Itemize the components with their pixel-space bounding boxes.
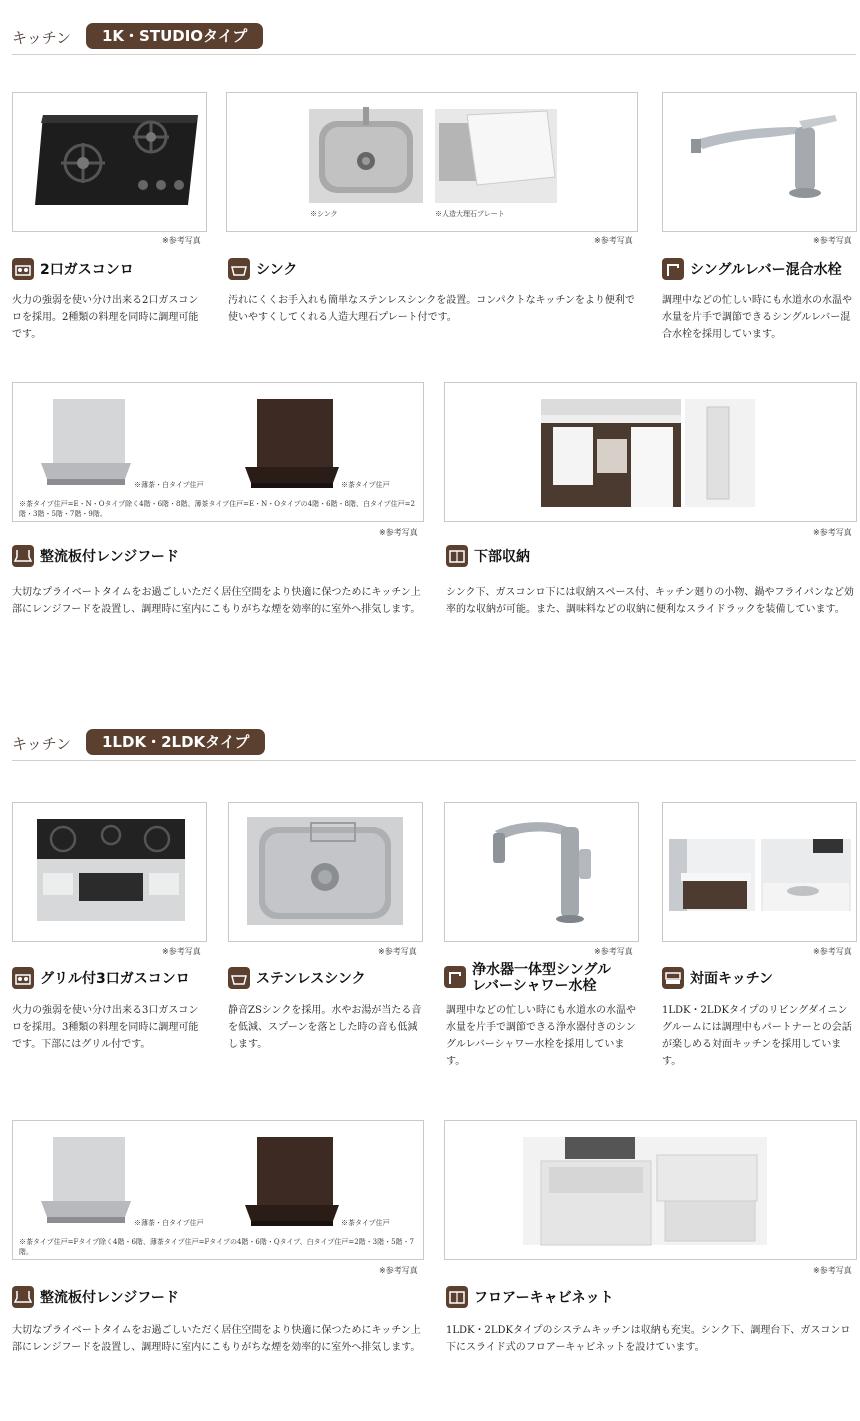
caption-light-brown-white-units: ※薄茶・白タイプ住戸 <box>134 481 204 489</box>
reference-photo-note: ※参考写真 <box>379 1266 418 1275</box>
photo-counter-kitchen <box>662 802 857 942</box>
caption-brown-units: ※茶タイプ住戸 <box>341 481 390 489</box>
feature-desc-range-hood-2: 大切なプライベートタイムをお過ごしいただく居住空間をより快適に保つためにキッチン上部にレンジフードを設置し、調理時に室内にこもりがちな煙を効率的に室外へ排気します。 <box>12 1325 421 1353</box>
photo-2burner-stove <box>12 92 207 232</box>
range-hood-unit-note: ※茶タイプ住戸=Fタイプ除く4階・6階、薄茶タイプ住戸=Fタイプの4階・6階・Qタイプ、白タイプ住戸=2階・3階・5階・7階。 <box>19 1238 415 1256</box>
feature-title-range-hood <box>12 545 179 567</box>
feature-title-text: 2口ガスコンロ <box>40 262 134 278</box>
feature-desc-single-lever-faucet: 調理中などの忙しい時にも水道水の水温や水量を片手で調節できるシングルレバー混合水栓を採用しています。 <box>662 295 852 340</box>
reference-photo-note: ※参考写真 <box>594 236 633 245</box>
feature-title-water-purifier-faucet <box>444 962 634 994</box>
photo-single-lever-faucet <box>662 92 857 232</box>
storage-icon <box>446 1286 468 1308</box>
feature-title-text: シンク <box>256 262 298 278</box>
section-kicker: キッチン <box>12 735 71 753</box>
section-divider <box>12 54 856 55</box>
feature-desc-stainless-sink: 静音ZSシンクを採用。水やお湯が当たる音を低減、スプーンを落とした時の音も低減します。 <box>228 1005 422 1050</box>
faucet-icon <box>662 258 684 280</box>
feature-title-line2: レバーシャワー水栓 <box>472 978 597 994</box>
feature-desc-under-storage: シンク下、ガスコンロ下には収納スペース付、キッチン廻りの小物、鍋やフライパンなど効率的な収納が可能。また、調味料などの収納に便利なスライドラックを装備しています。 <box>446 587 854 615</box>
feature-desc-counter-kitchen: 1LDK・2LDKタイプのリビングダイニングルームには調理中もパートナーとの会話が楽しめる対面キッチンを採用しています。 <box>662 1005 852 1067</box>
feature-desc-sink: 汚れにくくお手入れも簡単なステンレスシンクを設置。コンパクトなキッチンをより便利で使いやすくしてくれる人造大理石プレート付です。 <box>228 295 635 323</box>
section-header-1k <box>0 22 860 62</box>
feature-title-range-hood-2 <box>12 1286 179 1308</box>
feature-title-under-storage <box>446 545 530 567</box>
reference-photo-note: ※参考写真 <box>162 236 201 245</box>
feature-desc-3burner-stove: 火力の強弱を使い分け出来る3口ガスコンロを採用。3種類の料理を同時に調理可能です。下部にはグリル付です。 <box>12 1005 199 1050</box>
stove-icon <box>12 967 34 989</box>
feature-title-text: フロアーキャビネット <box>474 1290 614 1306</box>
section-header-1ldk-2ldk <box>0 728 860 768</box>
reference-photo-note: ※参考写真 <box>813 1266 852 1275</box>
feature-title-sink <box>228 258 297 280</box>
hood-icon <box>12 545 34 567</box>
photo-range-hoods-2 <box>12 1120 424 1260</box>
photo-3burner-stove-grill <box>12 802 207 942</box>
feature-title-3burner-stove <box>12 967 190 989</box>
photo-under-storage <box>444 382 857 522</box>
reference-photo-note: ※参考写真 <box>162 947 201 956</box>
feature-title-single-lever-faucet <box>662 258 842 280</box>
photo-range-hoods <box>12 382 424 522</box>
feature-title-stainless-sink <box>228 967 366 989</box>
feature-title-text: グリル付3口ガスコンロ <box>40 971 190 987</box>
faucet-icon <box>444 966 466 988</box>
feature-title-counter-kitchen <box>662 967 773 989</box>
feature-title-text: 対面キッチン <box>690 971 774 987</box>
caption-brown-units: ※茶タイプ住戸 <box>341 1219 390 1227</box>
reference-photo-note: ※参考写真 <box>813 528 852 537</box>
caption-sink: ※シンク <box>310 210 338 218</box>
photo-floor-cabinet <box>444 1120 857 1260</box>
feature-title-text: 整流板付レンジフード <box>40 549 179 565</box>
reference-photo-note: ※参考写真 <box>378 947 417 956</box>
hood-icon <box>12 1286 34 1308</box>
sink-icon <box>228 967 250 989</box>
sink-icon <box>228 258 250 280</box>
reference-photo-note: ※参考写真 <box>379 528 418 537</box>
reference-photo-note: ※参考写真 <box>813 947 852 956</box>
reference-photo-note: ※参考写真 <box>594 947 633 956</box>
photo-water-purifier-faucet <box>444 802 639 942</box>
feature-title-text: 下部収納 <box>474 549 530 565</box>
feature-title-text <box>472 962 611 994</box>
section-kicker: キッチン <box>12 29 71 47</box>
feature-title-text: 整流板付レンジフード <box>40 1290 179 1306</box>
section-type-badge: 1K・STUDIOタイプ <box>86 23 263 49</box>
feature-title-2burner-stove <box>12 258 134 280</box>
feature-desc-water-purifier-faucet: 調理中などの忙しい時にも水道水の水温や水量を片手で調節できる浄水器付きのシングルレバーシャワー水栓を採用しています。 <box>446 1005 636 1067</box>
feature-desc-range-hood: 大切なプライベートタイムをお過ごしいただく居住空間をより快適に保つためにキッチン上部にレンジフードを設置し、調理時に室内にこもりがちな煙を効率的に室外へ排気します。 <box>12 587 421 615</box>
section-divider <box>12 760 856 761</box>
feature-title-floor-cabinet <box>446 1286 614 1308</box>
caption-marble-plate: ※人造大理石プレート <box>435 210 505 218</box>
photo-stainless-sink <box>228 802 423 942</box>
feature-title-text: ステンレスシンク <box>256 971 366 987</box>
stove-icon <box>12 258 34 280</box>
storage-icon <box>446 545 468 567</box>
section-type-badge: 1LDK・2LDKタイプ <box>86 729 265 755</box>
feature-desc-floor-cabinet: 1LDK・2LDKタイプのシステムキッチンは収納も充実。シンク下、調理台下、ガスコンロ下にスライド式のフロアーキャビネットを設けています。 <box>446 1325 851 1353</box>
range-hood-unit-note: ※茶タイプ住戸=E・N・Oタイプ除く4階・6階・8階、薄茶タイプ住戸=E・N・Oタイプの4階・6階・8階、白タイプ住戸=2階・3階・5階・7階・9階。 <box>19 500 415 518</box>
feature-title-line1: 浄水器一体型シングル <box>472 962 611 978</box>
feature-title-text: シングルレバー混合水栓 <box>690 262 842 278</box>
feature-desc-2burner-stove: 火力の強弱を使い分け出来る2口ガスコンロを採用。2種類の料理を同時に調理可能です。 <box>12 295 199 340</box>
reference-photo-note: ※参考写真 <box>813 236 852 245</box>
photo-sink-and-plate <box>226 92 638 232</box>
counter-icon <box>662 967 684 989</box>
caption-light-brown-white-units: ※薄茶・白タイプ住戸 <box>134 1219 204 1227</box>
